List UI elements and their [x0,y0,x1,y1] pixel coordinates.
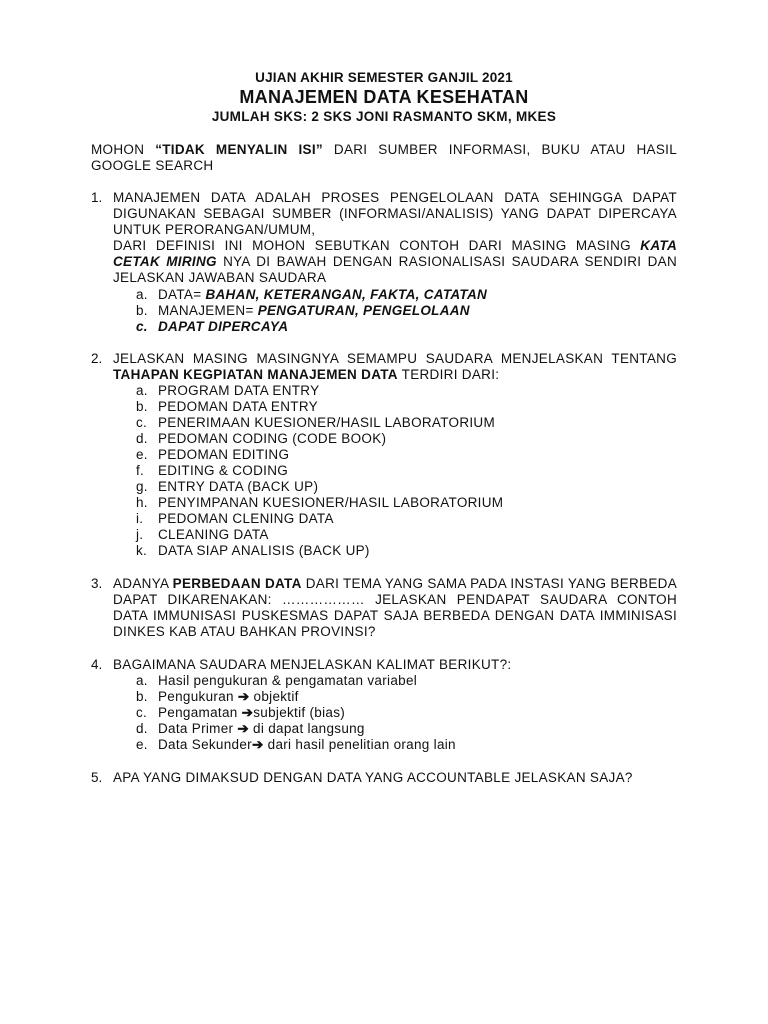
course-credits-lecturer: JUMLAH SKS: 2 SKS JONI RASMANTO SKM, MKES [211,109,557,124]
question-2-number: 2. [91,351,103,366]
question-5-number: 5. [91,770,103,785]
arrow-right-icon: ➔ [237,689,250,704]
arrow-right-icon: ➔ [237,721,249,736]
question-4-number: 4. [91,657,103,672]
question-2-item: a. PROGRAM DATA ENTRY [136,383,320,398]
question-1-instruction: DARI DEFINISI INI MOHON SEBUTKAN CONTOH DARI MASING MASING KATA CETAK MIRING NYA DI BAWAH DENGAN RASIONALISASI SAUDARA SENDIRI DAN JELASKAN JAWABAN SAUDARA [113,238,678,285]
arrow-right-icon: ➔ [241,705,254,720]
question-4-text: BAGAIMANA SAUDARA MENJELASKAN KALIMAT BERIKUT?: [113,657,512,672]
question-2-item: d. PEDOMAN CODING (CODE BOOK) [136,431,387,446]
question-4-item: e. Data Sekunder➔ dari hasil penelitian orang lain [136,737,456,752]
question-5-text: APA YANG DIMAKSUD DENGAN DATA YANG ACCOUNTABLE JELASKAN SAJA? [113,770,633,785]
question-2-item: g. ENTRY DATA (BACK UP) [136,479,319,494]
exam-title: UJIAN AKHIR SEMESTER GANJIL 2021 [255,70,513,85]
question-1-item: c. DAPAT DIPERCAYA [136,319,289,334]
question-1-item: b. MANAJEMEN= PENGATURAN, PENGELOLAAN [136,303,470,318]
question-1-definition: MANAJEMEN DATA ADALAH PROSES PENGELOLAAN DATA SEHINGGA DAPAT DIGUNAKAN SEBAGAI SUMBER (INFORMASI/ANALISIS) YANG DAPAT DIPERCAYA UNTUK PERORANGAN/UMUM, [113,190,677,237]
arrow-right-icon: ➔ [251,737,264,752]
question-4-item: d. Data Primer ➔ di dapat langsung [136,721,365,736]
question-3-text: ADANYA PERBEDAAN DATA DARI TEMA YANG SAMA PADA INSTASI YANG BERBEDA DAPAT DIKARENAKAN: ……………… JELASKAN PENDAPAT SAUDARA CONTOH DATA IMMUNISASI PUSKESMAS DAPAT SAJA BERBEDA DENGAN DATA IMMINISASI DINKES KAB ATAU BAHKAN PROVINSI? [113,576,678,639]
question-2-item: h. PENYIMPANAN KUESIONER/HASIL LABORATORIUM [136,495,504,510]
question-2-item: c. PENERIMAAN KUESIONER/HASIL LABORATORIUM [136,415,496,430]
course-title: MANAJEMEN DATA KESEHATAN [239,87,529,107]
question-4-item: b. Pengukuran ➔ objektif [136,689,299,704]
intro-instruction: MOHON “TIDAK MENYALIN ISI” DARI SUMBER INFORMASI, BUKU ATAU HASIL GOOGLE SEARCH [91,142,678,173]
question-4-item: a. Hasil pengukuran & pengamatan variabel [136,673,418,688]
question-2-text: JELASKAN MASING MASINGNYA SEMAMPU SAUDARA MENJELASKAN TENTANG TAHAPAN KEGPIATAN MANAJEMEN DATA TERDIRI DARI: [113,351,677,382]
question-2-item: k. DATA SIAP ANALISIS (BACK UP) [136,543,370,558]
question-2-item: i. PEDOMAN CLENING DATA [136,511,334,526]
question-3-number: 3. [91,576,103,591]
question-2-item: f. EDITING & CODING [136,463,289,478]
question-2-item: e. PEDOMAN EDITING [136,447,290,462]
question-2-item: b. PEDOMAN DATA ENTRY [136,399,318,414]
question-2-item: j. CLEANING DATA [136,527,269,542]
question-4-item: c. Pengamatan ➔subjektif (bias) [136,705,346,720]
question-1-item: a. DATA= BAHAN, KETERANGAN, FAKTA, CATATAN [136,287,488,302]
question-1-number: 1. [91,190,103,205]
